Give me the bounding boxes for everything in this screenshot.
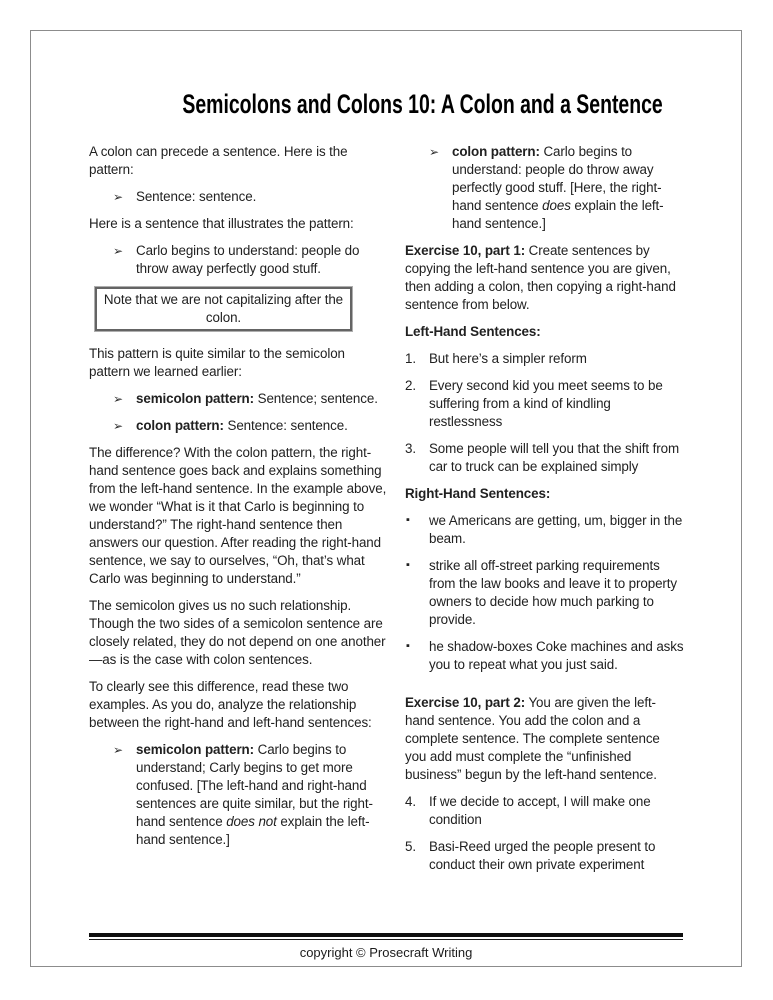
list-number: 2. [404, 378, 416, 393]
arrow-bullet-icon: ➢ [113, 419, 123, 433]
square-bullet-icon: ▪ [405, 640, 410, 652]
bullet-item-carlo [89, 242, 388, 278]
numbered-item-5 [405, 838, 684, 874]
paragraph-semicolon-relationship: The semicolon gives us no such relationship. Though the two sides of a semicolon sentence are closely related, they do not depend on one another—as is the case with colon sentences. [89, 598, 386, 667]
list-number: 5. [404, 839, 416, 854]
right-column [405, 143, 684, 883]
left-hand-sentences-heading: Left-Hand Sentences: [404, 324, 541, 339]
bullet-text: Carlo begins to understand: people do throw away perfectly good stuff. [136, 243, 360, 276]
arrow-bullet-icon: ➢ [113, 190, 123, 204]
bullet-text-part: Carlo begins to understand; Carly begins to get more confused. [The left-hand and right-hand sentences are quite similar, but the right-hand sentence [136, 742, 373, 829]
left-column [89, 143, 388, 883]
numbered-item-text: Basi-Reed urged the people present to conduct their own private experiment [428, 839, 656, 872]
page-title: Semicolons and Colons 10: A Colon and a Sentence [182, 89, 663, 119]
arrow-bullet-icon: ➢ [428, 145, 439, 159]
paragraph-similar: This pattern is quite similar to the semicolon pattern we learned earlier: [89, 346, 345, 379]
exercise-2-label: Exercise 10, part 2: [404, 695, 526, 710]
bullet-item-colon-pattern [89, 417, 388, 435]
footer-copyright-text: copyright © Prosecraft Writing [299, 945, 473, 960]
paragraph-intro: A colon can precede a sentence. Here is the pattern: [89, 144, 348, 177]
bullet-text-rest: Sentence: sentence. [223, 418, 348, 433]
list-number: 1. [404, 351, 416, 366]
numbered-item-text: If we decide to accept, I will make one condition [428, 794, 651, 827]
bullet-item-semicolon-pattern [89, 390, 388, 408]
page-footer [89, 933, 683, 960]
italic-segment: does not [226, 814, 277, 829]
exercise-1-text: Create sentences by copying the left-hand sentence you are given, then adding a colon, then copying a right-hand sentence from below. [404, 243, 676, 312]
right-hand-sentences-heading: Right-Hand Sentences: [404, 486, 551, 501]
square-bullet-icon: ▪ [405, 514, 410, 526]
square-item-text: we Americans are getting, um, bigger in the beam. [428, 513, 683, 546]
square-item-text: he shadow-boxes Coke machines and asks you to repeat what you just said. [428, 639, 684, 672]
bullet-item-semicolon-example [89, 741, 388, 849]
italic-segment: does [542, 198, 571, 213]
bullet-text-rest: Sentence; sentence. [254, 391, 378, 406]
bullet-text [136, 418, 348, 433]
square-item-2 [405, 557, 684, 629]
exercise-1-paragraph [405, 242, 684, 314]
square-item-1 [405, 512, 684, 548]
bold-label: semicolon pattern: [136, 391, 254, 406]
bullet-text: Sentence: sentence. [136, 189, 257, 204]
paragraph-illustrates: Here is a sentence that illustrates the pattern: [89, 216, 354, 231]
square-bullet-icon: ▪ [405, 559, 410, 571]
note-text: Note that we are not capitalizing after the colon. [103, 292, 344, 325]
numbered-item-text: Some people will tell you that the shift from car to truck can be explained simply [428, 441, 680, 474]
exercise-1-label: Exercise 10, part 1: [404, 243, 526, 258]
page-content [31, 31, 741, 883]
arrow-bullet-icon: ➢ [113, 743, 123, 757]
bullet-text [136, 742, 373, 847]
page-border [30, 30, 742, 967]
paragraph-see-difference: To clearly see this difference, read these two examples. As you do, analyze the relationship between the right-hand and left-hand sentences: [89, 679, 372, 730]
bold-label: colon pattern: [451, 144, 540, 159]
two-column-layout [89, 143, 684, 883]
footer-rule-thick [89, 933, 683, 937]
footer-rule-thin [89, 939, 683, 940]
numbered-item-text: Every second kid you meet seems to be suffering from a kind of kindling restlessness [428, 378, 663, 429]
numbered-item-1 [405, 350, 684, 368]
arrow-bullet-icon: ➢ [113, 392, 123, 406]
numbered-item-4 [405, 793, 684, 829]
bullet-text-part: Carlo begins to understand: people do throw away perfectly good stuff. [Here, the right-hand sentence [451, 144, 662, 213]
bullet-text [136, 391, 378, 406]
bullet-text-part: explain the left-hand sentence.] [136, 814, 370, 847]
bullet-item-colon-example [405, 143, 684, 233]
numbered-item-2 [405, 377, 684, 431]
bullet-text-part: explain the left-hand sentence.] [451, 198, 664, 231]
square-item-3 [405, 638, 684, 674]
note-box [95, 287, 352, 331]
title-row [89, 89, 684, 120]
paragraph-difference: The difference? With the colon pattern, the right-hand sentence goes back and explains something from the left-hand sentence. In the example above, we wonder “What is it that Carlo is beginning to understand?” The right-hand sentence then answers our question. After reading the right-hand sentence, we say to ourselves, “Oh, that’s what Carlo was beginning to understand.” [89, 445, 387, 586]
exercise-2-paragraph [405, 694, 684, 784]
list-number: 4. [404, 794, 416, 809]
arrow-bullet-icon: ➢ [113, 244, 123, 258]
bullet-item-pattern [89, 188, 388, 206]
exercise-2-text: You are given the left-hand sentence. You add the colon and a complete sentence. The complete sentence you add must complete the “unfinished business” begun by the left-hand sentence. [404, 695, 660, 782]
square-item-text: strike all off-street parking requirements from the law books and leave it to property owners to decide how much parking to provide. [428, 558, 677, 627]
list-number: 3. [404, 441, 416, 456]
numbered-item-3 [405, 440, 684, 476]
numbered-item-text: But here’s a simpler reform [428, 351, 587, 366]
bullet-text [452, 144, 664, 231]
bold-label: semicolon pattern: [136, 742, 254, 757]
bold-label: colon pattern: [136, 418, 224, 433]
